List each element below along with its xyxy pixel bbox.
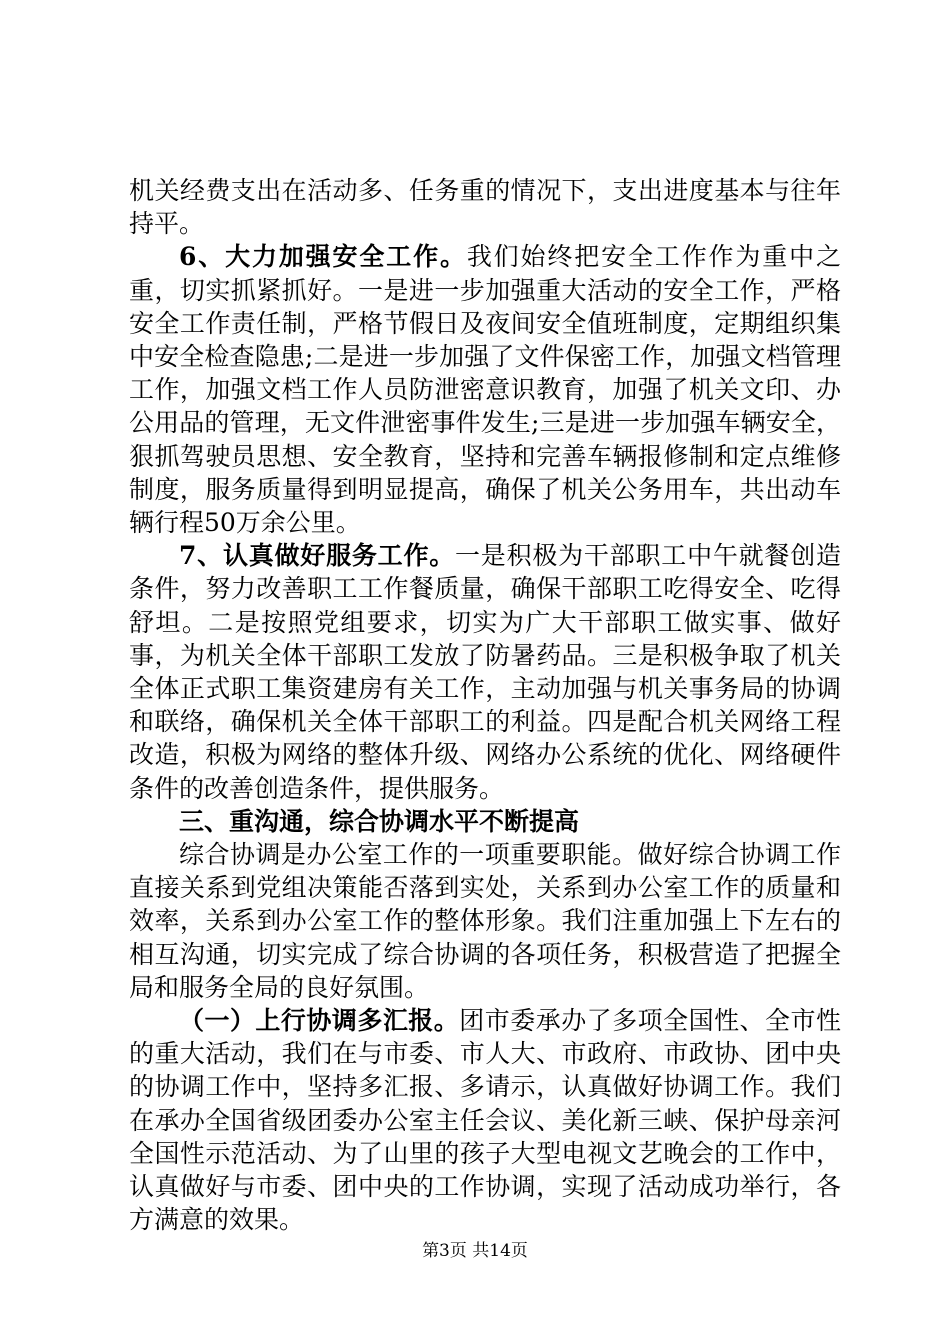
paragraph-upward-coordination: [129, 1004, 841, 1236]
paragraph-text: 综合协调是办公室工作的一项重要职能。做好综合协调工作直接关系到党组决策能否落到实处，关系到办公室工作的质量和效率，关系到办公室工作的整体形象。我们注重加强上下左右的相互沟通，切实完成了综合协调的各项任务，积极营造了把握全局和服务全局的良好氛围。: [129, 840, 841, 1002]
paragraph-lead: 7、认真做好服务工作。: [179, 541, 456, 571]
page-number-footer: 第3页 共14页: [422, 1241, 528, 1261]
paragraph-text: 我们始终把安全工作作为重中之重，切实抓紧抓好。一是进一步加强重大活动的安全工作，严格安全工作责任制，严格节假日及夜间安全值班制度，定期组织集中安全检查隐患;二是进一步加强了文件保密工作，加强文档管理工作，加强文档工作人员防泄密意识教育，加强了机关文印、办公用品的管理，无文件泄密事件发生;三是进一步加强车辆安全，狠抓驾驶员思想、安全教育，坚持和完善车辆报修制和定点维修制度，服务质量得到明显提高，确保了机关公务用车，共出动车辆行程50万余公里。: [129, 242, 841, 538]
paragraph-budget: [129, 174, 841, 240]
paragraph-security: [129, 240, 841, 539]
paragraph-coordination: [129, 838, 841, 1004]
section-heading: 三、重沟通，综合协调水平不断提高: [179, 806, 580, 836]
paragraph-text: 机关经费支出在活动多、任务重的情况下，支出进度基本与往年持平。: [129, 176, 841, 239]
paragraph-text: 一是积极为干部职工中午就餐创造条件，努力改善职工工作餐质量，确保干部职工吃得安全、吃得舒坦。二是按照党组要求，切实为广大干部职工做实事、做好事，为机关全体干部职工发放了防暑药品。三是积极争取了机关全体正式职工集资建房有关工作，主动加强与机关事务局的协调和联络，确保机关全体干部职工的利益。四是配合机关网络工程改造，积极为网络的整体升级、网络办公系统的优化、网络硬件条件的改善创造条件，提供服务。: [129, 541, 841, 803]
paragraph-lead: 6、大力加强安全工作。: [179, 242, 467, 272]
document-body: [129, 174, 841, 1237]
paragraph-text: 团市委承办了多项全国性、全市性的重大活动，我们在与市委、市人大、市政府、市政协、团中央的协调工作中，坚持多汇报、多请示，认真做好协调工作。我们在承办全国省级团委办公室主任会议、美化新三峡、保护母亲河全国性示范活动、为了山里的孩子大型电视文艺晚会的工作中，认真做好与市委、团中央的工作协调，实现了活动成功举行，各方满意的效果。: [129, 1006, 841, 1235]
paragraph-service: [129, 539, 841, 805]
paragraph-lead: （一）上行协调多汇报。: [179, 1006, 460, 1036]
